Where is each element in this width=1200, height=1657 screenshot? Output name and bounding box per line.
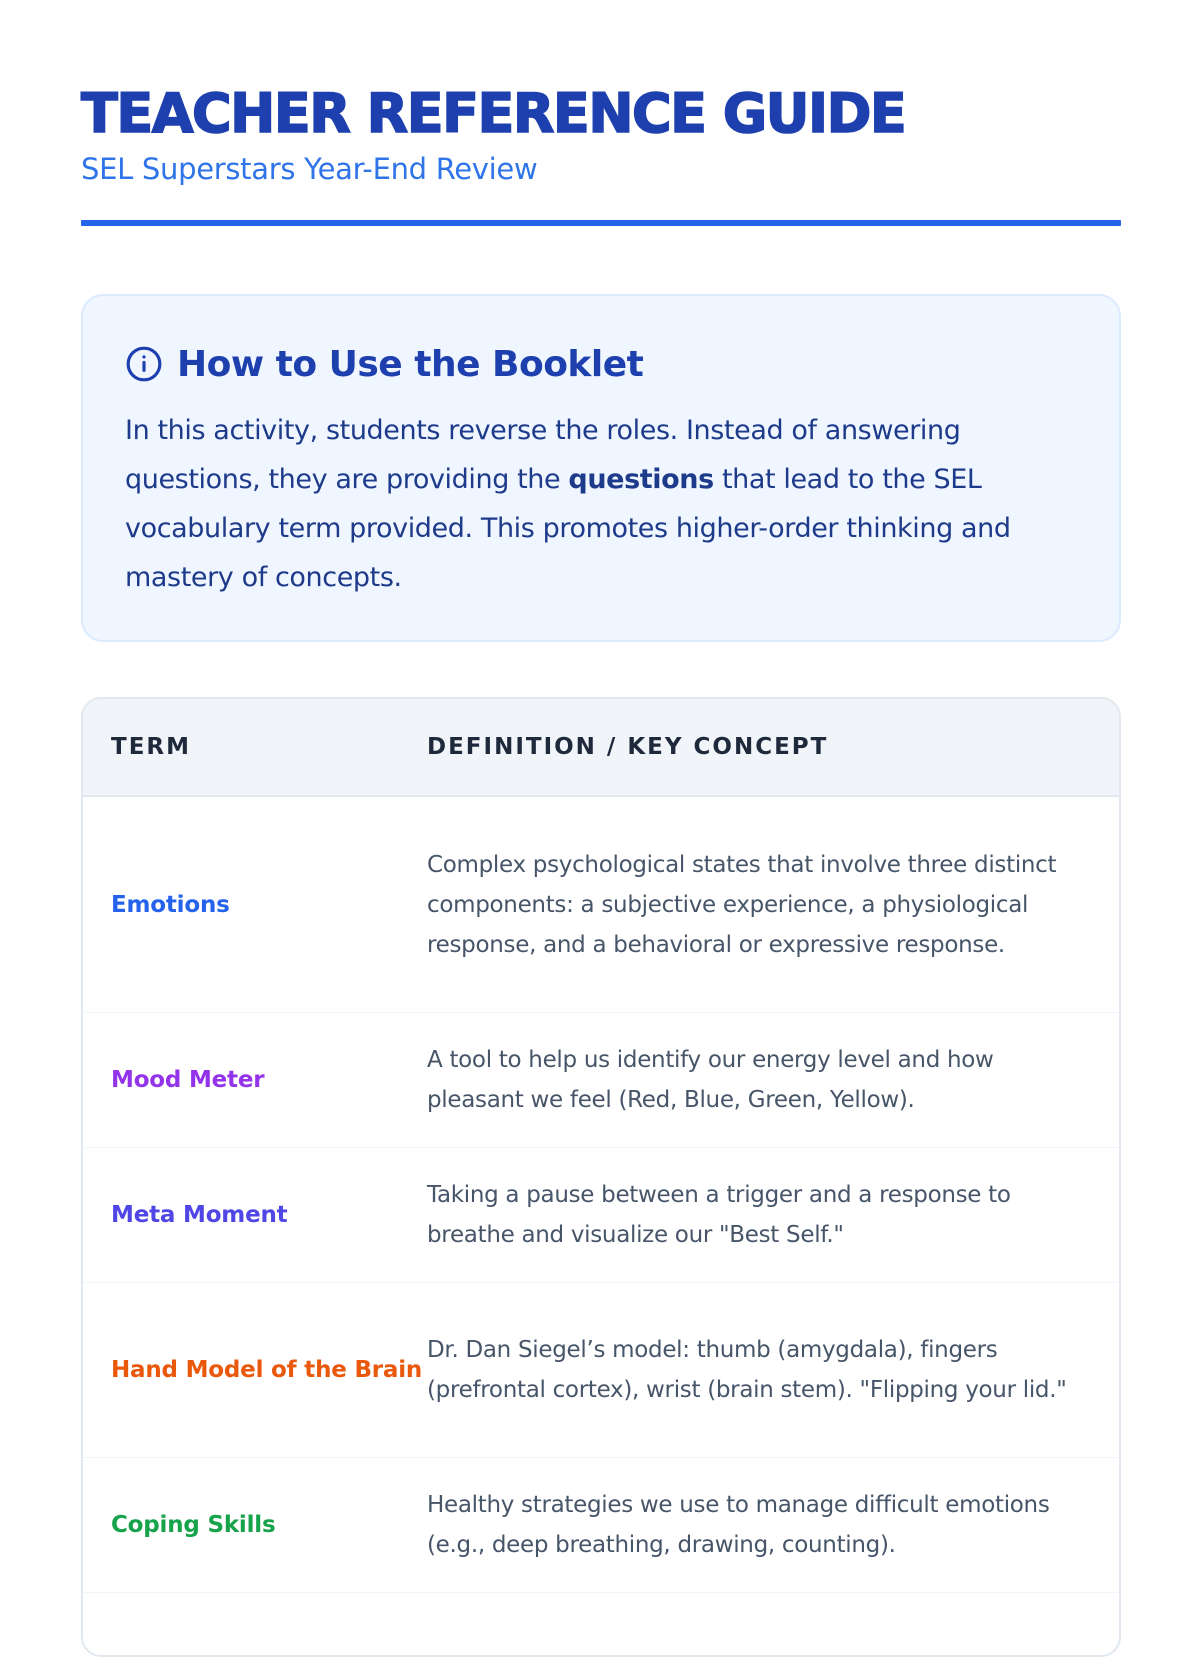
info-heading-text: How to Use the Booklet — [177, 343, 644, 385]
info-circle-icon — [125, 345, 163, 383]
definition-cell: Complex psychological states that involve three distinct components: a subjective experience, a physiological response, and a behavioral or expressive response. — [427, 851, 1057, 958]
term-cell: Mood Meter — [111, 1067, 265, 1093]
table-row — [83, 797, 1119, 1013]
info-body-text-end: that lead to the SEL vocabulary term provided. This promotes higher-order thinking and mastery of concepts. — [125, 464, 1011, 593]
table-row — [83, 1458, 1119, 1593]
info-body-text: In this activity, students reverse the roles. Instead of answering questions, they are providing the — [125, 415, 961, 495]
vocabulary-table — [81, 697, 1121, 1657]
page-title: TEACHER REFERENCE GUIDE — [81, 82, 906, 145]
info-body-emphasis: questions — [568, 464, 714, 495]
term-cell: Meta Moment — [111, 1202, 288, 1228]
definition-cell: Dr. Dan Siegel’s model: thumb (amygdala), fingers (prefrontal cortex), wrist (brain stem). "Flipping your lid." — [427, 1337, 1067, 1403]
table-row — [83, 1013, 1119, 1148]
table-header-row — [83, 699, 1119, 797]
term-cell: Hand Model of the Brain — [111, 1357, 423, 1383]
definition-cell: A tool to help us identify our energy level and how pleasant we feel (Red, Blue, Green, Yellow). — [427, 1047, 994, 1113]
table-row — [83, 1283, 1119, 1458]
title-divider — [81, 220, 1121, 226]
info-body — [125, 406, 1077, 602]
info-heading — [125, 336, 1077, 392]
term-column-header: TERM — [111, 734, 191, 760]
term-cell: Coping Skills — [111, 1512, 276, 1538]
page-header — [81, 82, 1121, 188]
definition-column-header: DEFINITION / KEY CONCEPT — [427, 734, 829, 760]
definition-cell: Healthy strategies we use to manage difficult emotions (e.g., deep breathing, drawing, counting). — [427, 1492, 1050, 1558]
table-row — [83, 1148, 1119, 1283]
term-cell: Emotions — [111, 891, 230, 918]
how-to-use-box — [81, 294, 1121, 642]
page-subtitle: SEL Superstars Year-End Review — [81, 152, 538, 186]
definition-cell: Taking a pause between a trigger and a response to breathe and visualize our "Best Self." — [427, 1182, 1011, 1248]
